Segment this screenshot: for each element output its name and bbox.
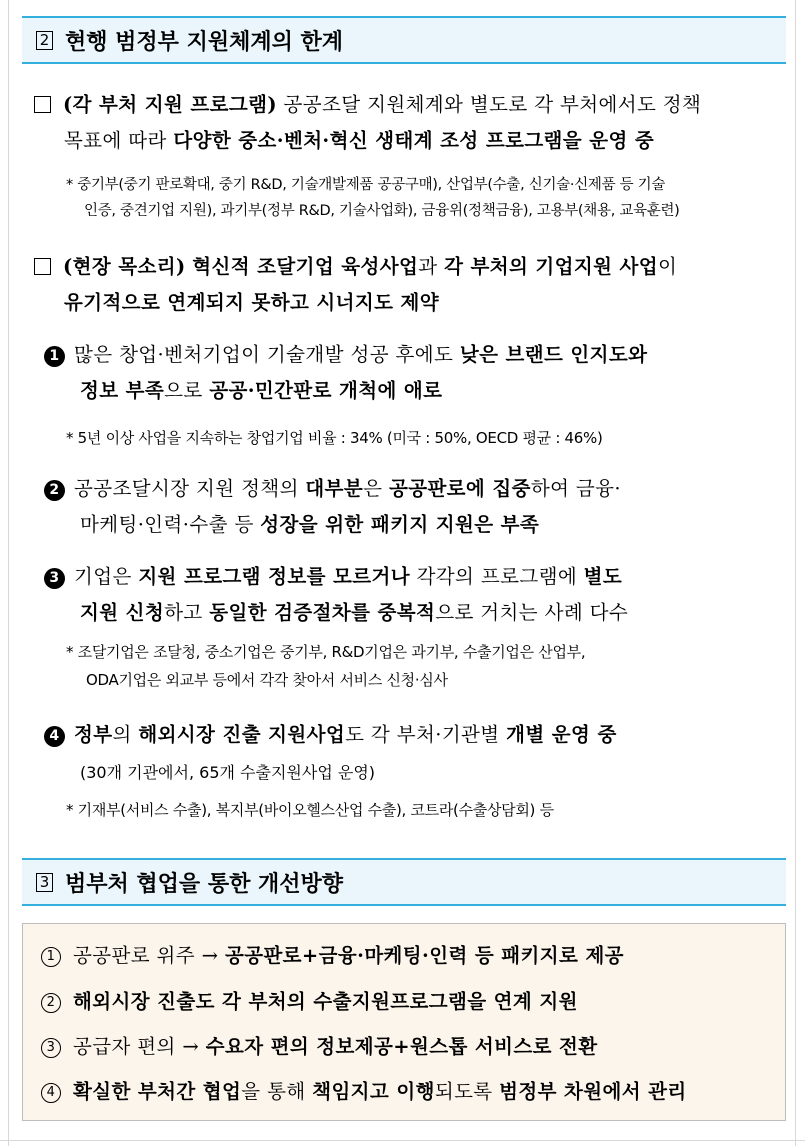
- point2-emph1: 대부분: [305, 477, 364, 500]
- improvement-3-text: 공급자 편의 →: [73, 1035, 206, 1058]
- section-3-title: 범부처 협업을 통한 개선방향: [65, 871, 344, 897]
- circled-number-3-icon: 3: [41, 1038, 61, 1058]
- page-right-border: [795, 0, 796, 1146]
- numbered-circle-2-icon: 2: [44, 480, 65, 501]
- item1-heading: (각 부처 지원 프로그램): [63, 93, 277, 116]
- point4-emph2: 해외시장 진출 지원사업: [138, 723, 346, 746]
- circled-number-2-icon: 2: [41, 993, 61, 1013]
- improvement-item-4: [41, 1076, 687, 1104]
- point3-emph3: 지원 신청: [80, 601, 165, 624]
- point2-emph3: 성장을 위한 패키지 지원은 부족: [260, 513, 540, 536]
- improvement-4-text2: 되도록: [434, 1080, 500, 1103]
- improvement-2-emph: 해외시장 진출도 각 부처의 수출지원프로그램을 연계 지원: [73, 990, 578, 1013]
- point4-text: 의: [112, 723, 139, 746]
- item2-emph2: 각 부처의 기업지원 사업: [444, 255, 659, 278]
- circled-number-1-icon: 1: [41, 947, 61, 967]
- section-2-title: 현행 범정부 지원체계의 한계: [65, 29, 344, 55]
- page-bottom-border: [0, 1140, 805, 1141]
- item1-note-line1: * 중기부(중기 판로확대, 중기 R&D, 기술개발제품 공공구매), 산업부(수출, 신기술·신제품 등 기술: [66, 177, 666, 193]
- item2-emph1: 혁신적 조달기업 육성사업: [192, 255, 419, 278]
- improvement-1-emph: 공공판로+금융·마케팅·인력 등 패키지로 제공: [224, 944, 624, 967]
- point4-note: * 기재부(서비스 수출), 복지부(바이오헬스산업 수출), 코트라(수출상담회) 등: [66, 801, 554, 819]
- item2-line2: [64, 286, 439, 320]
- checkbox-square-icon: [34, 96, 51, 113]
- section-3-header: [22, 858, 786, 906]
- point2-line1: [44, 472, 621, 506]
- point2-line2: [80, 508, 539, 542]
- improvement-item-2: [41, 986, 578, 1014]
- item1-line2: [64, 124, 654, 158]
- improvement-item-1: [41, 940, 624, 968]
- improvement-4-text: 을 통해: [241, 1080, 313, 1103]
- point3-line1: [44, 560, 622, 594]
- point1-note: * 5년 이상 사업을 지속하는 창업기업 비율 : 34% (미국 : 50%, OECD 평균 : 46%): [66, 429, 603, 447]
- point2-text2: 은: [363, 477, 389, 500]
- point3-note-line2: ODA기업은 외교부 등에서 각각 찾아서 서비스 신청·심사: [86, 671, 448, 689]
- point4-line1: [44, 718, 617, 752]
- point1-text2: 으로: [164, 379, 210, 402]
- point3-line2: [80, 596, 628, 630]
- item1-emphasis: 다양한 중소·벤처·혁신 생태계 조성 프로그램을 운영 중: [173, 129, 655, 152]
- point3-emph1: 지원 프로그램 정보를 모르거나: [138, 565, 410, 588]
- point2-text4: 마케팅·인력·수출 등: [80, 513, 261, 536]
- point3-note-line1: * 조달기업은 조달청, 중소기업은 중기부, R&D기업은 과기부, 수출기업은 산업부,: [66, 643, 586, 661]
- point4-emph1: 정부: [74, 723, 113, 746]
- improvement-1-text: 공공판로 위주 →: [73, 944, 225, 967]
- point3-emph2: 별도: [583, 565, 623, 588]
- point3-emph4: 동일한 검증절차를 중복적: [209, 601, 436, 624]
- point1-emph: 낮은 브랜드 인지도와: [459, 343, 648, 366]
- section-2-header: [22, 16, 786, 64]
- point2-emph2: 공공판로에 집중: [388, 477, 531, 500]
- point1-emph3: 공공·민간판로 개척에 애로: [209, 379, 443, 402]
- improvement-3-emph: 수요자 편의 정보제공+원스톱 서비스로 전환: [205, 1035, 598, 1058]
- point1-emph2: 정보 부족: [80, 379, 165, 402]
- item2-heading: (현장 목소리): [63, 255, 186, 278]
- improvement-box: [22, 923, 786, 1121]
- point4-text2: 도 각 부처·기관별: [345, 723, 507, 746]
- section-2-number: 2: [36, 31, 53, 50]
- point2-text: 공공조달시장 지원 정책의: [74, 477, 306, 500]
- point1-line1: [44, 338, 647, 372]
- point3-text: 기업은: [74, 565, 139, 588]
- numbered-circle-1-icon: 1: [44, 346, 65, 367]
- item2-emph3: 유기적으로 연계되지 못하고 시너지도 제약: [64, 291, 440, 314]
- item2-text2: 과: [418, 255, 445, 278]
- improvement-4-emph3: 범정부 차원에서 관리: [499, 1080, 687, 1103]
- point1-line2: [80, 374, 442, 408]
- item1-text: 공공조달 지원체계와 별도로 각 부처에서도 정책: [276, 93, 702, 116]
- item1-line1: [34, 88, 701, 122]
- point4-line2: (30개 기관에서, 65개 수출지원사업 운영): [80, 763, 376, 782]
- numbered-circle-4-icon: 4: [44, 726, 65, 747]
- point3-text4: 으로 거치는 사례 다수: [435, 601, 629, 624]
- numbered-circle-3-icon: 3: [44, 568, 65, 589]
- point2-text3: 하여 금융·: [530, 477, 621, 500]
- section-3-number: 3: [36, 873, 53, 892]
- item2-text3: 이: [658, 255, 678, 278]
- page-left-border: [8, 0, 9, 1146]
- point3-text2: 각각의 프로그램에: [409, 565, 584, 588]
- checkbox-square-icon: [34, 258, 51, 275]
- point1-text: 많은 창업·벤처기업이 기술개발 성공 후에도: [74, 343, 460, 366]
- improvement-4-emph2: 책임지고 이행: [312, 1080, 435, 1103]
- item1-text2: 목표에 따라: [64, 129, 174, 152]
- circled-number-4-icon: 4: [41, 1083, 61, 1103]
- item2-line1: [34, 250, 677, 284]
- improvement-item-3: [41, 1031, 598, 1059]
- improvement-4-emph1: 확실한 부처간 협업: [73, 1080, 242, 1103]
- point3-text3: 하고: [164, 601, 210, 624]
- point4-emph3: 개별 운영 중: [506, 723, 617, 746]
- item1-note-line2: 인증, 중견기업 지원), 과기부(정부 R&D, 기술사업화), 금융위(정책금융), 고용부(채용, 교육훈련): [84, 203, 680, 219]
